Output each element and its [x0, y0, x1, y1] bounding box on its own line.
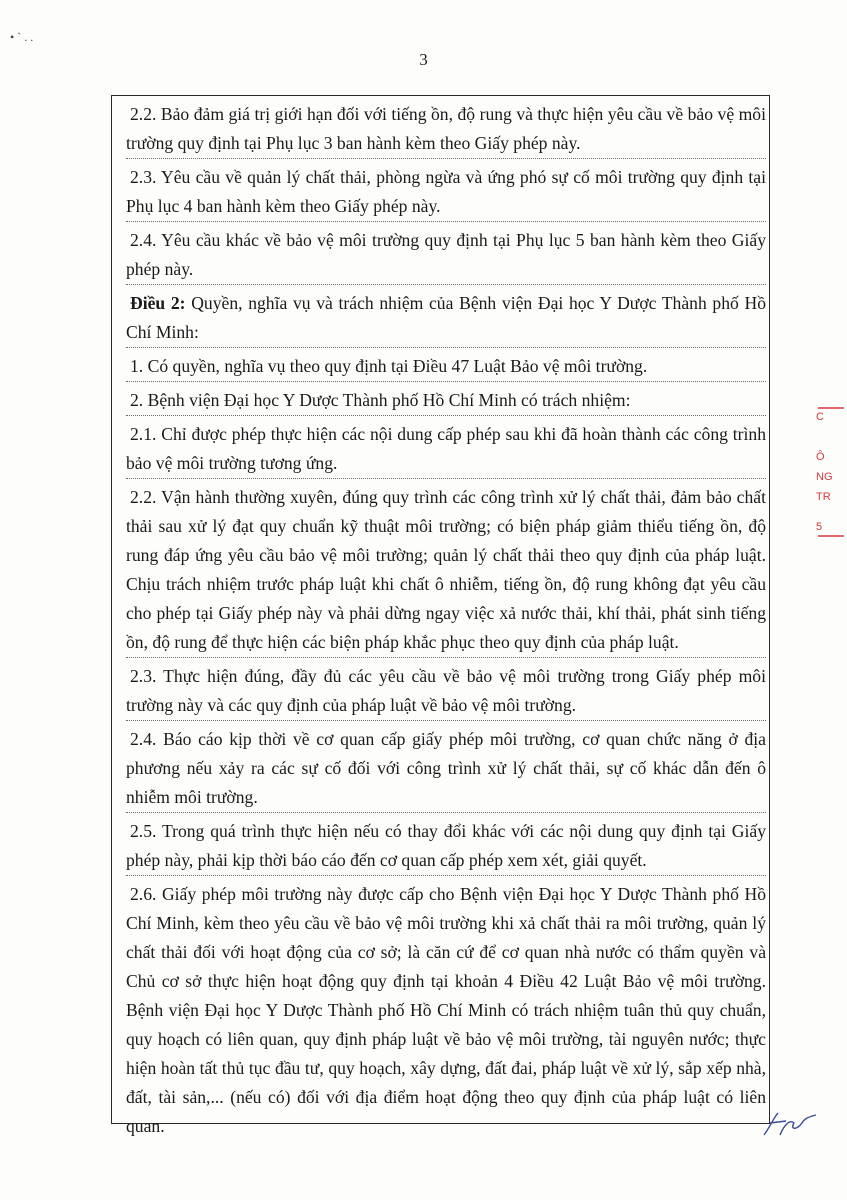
clause-2-responsibility: 2. Bệnh viện Đại học Y Dược Thành phố Hồ Chí Minh có trách nhiệm:: [126, 386, 766, 416]
stamp-text-2: Ô: [816, 451, 825, 463]
paragraph-2-3-waste: 2.3. Yêu cầu về quản lý chất thải, phòng ngừa và ứng phó sự cố môi trường quy định tại Phụ lục 4 ban hành kèm theo Giấy phép này.: [126, 163, 766, 222]
paragraph-2-6-permit: 2.6. Giấy phép môi trường này được cấp cho Bệnh viện Đại học Y Dược Thành phố Hồ Chí Minh, kèm theo yêu cầu về bảo vệ môi trường khi xả chất thải ra môi trường, quản lý chất thải đối với hoạt động của cơ sở; là căn cứ để cơ quan nhà nước có thẩm quyền và Chủ cơ sở thực hiện hoạt động quy định tại khoản 4 Điều 42 Luật Bảo vệ môi trường. Bệnh viện Đại học Y Dược Thành phố Hồ Chí Minh có trách nhiệm tuân thủ quy chuẩn, quy hoạch có liên quan, quy định pháp luật về bảo vệ môi trường, tài nguyên nước; thực hiện hoàn tất thủ tục đầu tư, quy hoạch, xây dựng, đất đai, pháp luật về xử lý, sắp xếp nhà, đất, tài sản,... (nếu có) đối với địa điểm hoạt động theo quy định của pháp luật có liên quan.: [126, 884, 766, 1136]
article-label: Điều 2:: [130, 293, 186, 313]
seal-stamp-fragment: [812, 405, 847, 585]
clause-1-rights: 1. Có quyền, nghĩa vụ theo quy định tại Điều 47 Luật Bảo vệ môi trường.: [126, 352, 766, 382]
paragraph-2-1-licensing: 2.1. Chỉ được phép thực hiện các nội dung cấp phép sau khi đã hoàn thành các công trình bảo vệ môi trường tương ứng.: [126, 420, 766, 479]
stamp-text-1: C: [816, 411, 824, 423]
paragraph-2-2-noise: 2.2. Bảo đảm giá trị giới hạn đối với tiếng ồn, độ rung và thực hiện yêu cầu về bảo vệ môi trường quy định tại Phụ lục 3 ban hành kèm theo Giấy phép này.: [126, 100, 766, 159]
paragraph-2-4-other: 2.4. Yêu cầu khác về bảo vệ môi trường quy định tại Phụ lục 5 ban hành kèm theo Giấy phép này.: [126, 226, 766, 285]
scan-specks: • ` . .: [10, 30, 34, 44]
paragraph-2-2-operation: 2.2. Vận hành thường xuyên, đúng quy trình các công trình xử lý chất thải, đảm bảo chất thải sau xử lý đạt quy chuẩn kỹ thuật môi trường; có biện pháp giảm thiểu tiếng ồn, độ rung đáp ứng yêu cầu bảo vệ môi trường; quản lý chất thải theo quy định của pháp luật. Chịu trách nhiệm trước pháp luật khi chất ô nhiễm, tiếng ồn, độ rung không đạt yêu cầu cho phép tại Giấy phép này và phải dừng ngay việc xả nước thải, khí thải, phát sinh tiếng ồn, độ rung để thực hiện các biện pháp khắc phục theo quy định của pháp luật.: [126, 483, 766, 658]
paragraph-2-3-compliance: 2.3. Thực hiện đúng, đầy đủ các yêu cầu về bảo vệ môi trường trong Giấy phép môi trường này và các quy định của pháp luật về bảo vệ môi trường.: [126, 662, 766, 721]
article-2-text: Quyền, nghĩa vụ và trách nhiệm của Bệnh viện Đại học Y Dược Thành phố Hồ Chí Minh:: [126, 293, 766, 342]
stamp-text-4: TR: [816, 491, 831, 503]
paragraph-2-5-changes: 2.5. Trong quá trình thực hiện nếu có thay đổi khác với các nội dung quy định tại Giấy phép này, phải kịp thời báo cáo đến cơ quan cấp phép xem xét, giải quyết.: [126, 817, 766, 876]
article-2-heading: [126, 289, 766, 348]
page-number: 3: [419, 50, 428, 69]
stamp-text-5: 5: [816, 521, 823, 533]
document-body: [126, 100, 766, 1145]
stamp-text-3: NG: [816, 471, 833, 483]
signature-initials: [760, 1105, 820, 1145]
paragraph-2-4-reporting: 2.4. Báo cáo kịp thời về cơ quan cấp giấy phép môi trường, cơ quan chức năng ở địa phương nếu xảy ra các sự cố đối với công trình xử lý chất thải, sự cố khác dẫn đến ô nhiễm môi trường.: [126, 725, 766, 813]
